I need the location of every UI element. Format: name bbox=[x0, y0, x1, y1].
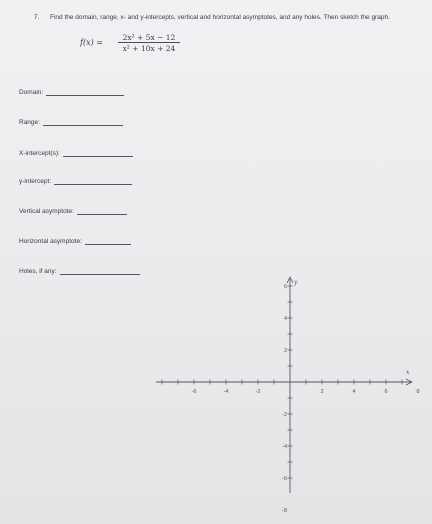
holes-answer-line[interactable] bbox=[60, 274, 140, 275]
x-tick-label: -2 bbox=[255, 389, 261, 395]
domain-answer-line[interactable] bbox=[46, 95, 124, 96]
x-intercepts-answer-line[interactable] bbox=[63, 156, 133, 157]
y-intercept-field bbox=[19, 178, 132, 185]
y-tick-label: 4 bbox=[283, 316, 287, 322]
holes-label: Holes, if any: bbox=[19, 268, 57, 275]
y-tick-label: -2 bbox=[282, 412, 287, 418]
denominator: x² + 10x + 24 bbox=[122, 44, 176, 53]
graph-axes bbox=[156, 277, 420, 514]
y-tick-label: -8 bbox=[282, 508, 287, 514]
horizontal-asymptote-field bbox=[19, 238, 131, 245]
x-tick-label: 8 bbox=[416, 389, 420, 395]
vertical-asymptote-field bbox=[19, 208, 127, 215]
horizontal-asymptote-answer-line[interactable] bbox=[85, 244, 131, 245]
vertical-asymptote-label: Vertical asymptote: bbox=[19, 208, 74, 215]
x-intercepts-label: X-intercept(s): bbox=[19, 150, 60, 157]
function-name: f(x) = bbox=[80, 38, 103, 47]
coordinate-graph[interactable] bbox=[150, 275, 420, 514]
x-tick-label: -6 bbox=[191, 389, 197, 395]
y-axis-label: y bbox=[294, 279, 298, 286]
x-tick-label: 6 bbox=[384, 389, 388, 395]
horizontal-asymptote-label: Horizontal asymptote: bbox=[19, 238, 82, 245]
y-tick-label: 6 bbox=[283, 284, 287, 290]
x-axis-label: x bbox=[406, 369, 410, 376]
range-field bbox=[19, 119, 123, 126]
y-tick-label: 2 bbox=[283, 348, 287, 354]
rational-expression bbox=[114, 33, 184, 53]
question-number: 7. bbox=[34, 14, 40, 21]
holes-field bbox=[19, 268, 140, 275]
vertical-asymptote-answer-line[interactable] bbox=[77, 214, 127, 215]
range-label: Range: bbox=[19, 119, 40, 126]
numerator: 2x² + 5x − 12 bbox=[122, 33, 176, 42]
domain-field bbox=[19, 89, 124, 96]
y-intercept-answer-line[interactable] bbox=[54, 184, 132, 185]
y-tick-label: -4 bbox=[282, 444, 287, 450]
range-answer-line[interactable] bbox=[43, 125, 123, 126]
x-tick-label: -4 bbox=[223, 389, 229, 395]
x-intercepts-field bbox=[19, 150, 133, 157]
x-tick-label: 2 bbox=[320, 389, 324, 395]
question-prompt: Find the domain, range, x- and y-intercepts, vertical and horizontal asymptotes, and any holes. Then sketch the graph. bbox=[50, 14, 390, 21]
domain-label: Domain: bbox=[19, 89, 44, 96]
y-tick-label: -6 bbox=[282, 476, 287, 482]
y-intercept-label: y-intercept: bbox=[19, 178, 52, 185]
x-tick-label: 4 bbox=[352, 389, 356, 395]
